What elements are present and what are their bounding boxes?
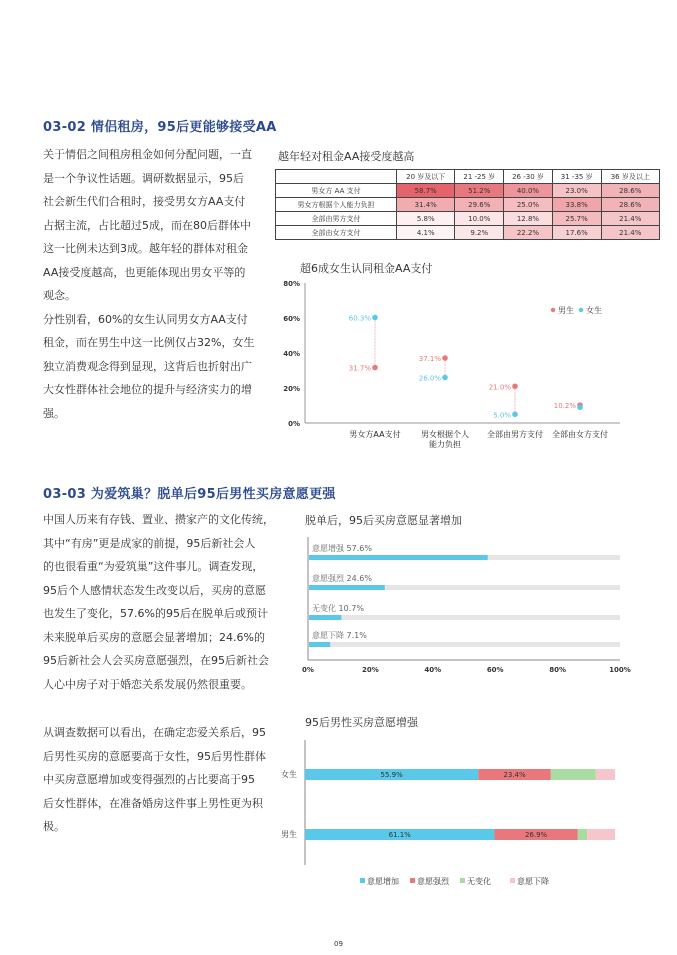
x-tick-label: 40% (424, 666, 442, 674)
aa-acceptance-table (275, 169, 660, 240)
legend-label: 意愿强烈 (417, 877, 449, 886)
chart-title-dot: 超6成女生认同租金AA支付 (300, 262, 433, 275)
text-line: 从调查数据可以看出，在确定恋爱关系后，95 (43, 726, 266, 739)
text-line: 观念。 (43, 289, 76, 302)
table-header-cell (276, 170, 397, 184)
dot-female (577, 404, 583, 410)
table-cell: 23.0% (552, 184, 601, 198)
table-cell: 4.1% (397, 226, 455, 240)
legend-swatch (510, 878, 515, 883)
legend-swatch-female (579, 308, 583, 312)
table-cell: 22.2% (504, 226, 553, 240)
text-line: 强。 (43, 406, 65, 420)
bar-fill (309, 642, 330, 647)
table-header-cell: 31 -35 岁 (552, 170, 601, 184)
stack-data-label: 26.9% (524, 831, 548, 839)
table-cell: 28.6% (601, 184, 659, 198)
table-cell: 29.6% (455, 198, 504, 212)
text-line: 这一比例未达到3成。越年轻的群体对租金 (43, 242, 248, 255)
stack-data-label: 23.4% (503, 771, 526, 779)
stack-segment (587, 829, 615, 840)
bar-category-label: 意愿下降 7.1% (312, 631, 367, 640)
table-cell: 25.0% (504, 198, 553, 212)
table-row (276, 184, 660, 198)
text-line: 未来脱单后买房的意愿会显著增加；24.6%的 (43, 630, 265, 644)
text-line: 的也很看重“为爱筑巢”这件事儿。调查发现， (43, 560, 264, 573)
dot-male (442, 355, 448, 361)
text-line: 其中“有房”更是成家的前提，95后新社会人 (43, 536, 256, 550)
table-row-label: 全部由男方支付 (276, 212, 397, 226)
table-row-label: 全部由女方支付 (276, 226, 397, 240)
text-line: 中国人历来有存钱、置业、攒家产的文化传统， (43, 513, 274, 526)
table-cell: 9.2% (455, 226, 504, 240)
data-label-male: 21.0% (488, 383, 511, 392)
table-cell: 31.4% (397, 198, 455, 212)
table-cell: 10.0% (455, 212, 504, 226)
bar-fill (309, 555, 488, 560)
intent-bar-chart (290, 535, 640, 675)
x-category-label: 男女根据个人 (421, 430, 469, 439)
stack-data-label: 61.1% (388, 831, 411, 839)
table-header-cell: 21 -25 岁 (455, 170, 504, 184)
stack-segment (578, 829, 587, 840)
legend-label: 意愿增加 (367, 877, 399, 886)
x-category-label: 能力负担 (429, 440, 461, 449)
y-tick-label: 80% (283, 280, 300, 288)
section-title-0302: 03-02 情侣租房，95后更能够接受AA (43, 120, 277, 135)
table-cell: 25.7% (552, 212, 601, 226)
y-tick-label: 20% (283, 385, 300, 393)
text-line: 分性别看，60%的女生认同男女方AA支付 (43, 312, 248, 326)
data-label-female: 60.3% (348, 314, 371, 323)
stack-category-label: 男生 (281, 830, 297, 839)
text-line: 后男性买房的意愿要高于女性，95后男性群体 (43, 749, 266, 763)
text-line: 租金，而在男生中这一比例仅占32%，女生 (43, 336, 255, 349)
x-tick-label: 60% (486, 666, 504, 674)
bar-track (309, 642, 620, 647)
legend-label: 无变化 (467, 877, 491, 886)
x-tick-label: 0% (302, 666, 314, 674)
table-header-cell: 20 岁及以下 (397, 170, 455, 184)
legend-label-male: 男生 (558, 306, 574, 315)
dot-chart (275, 275, 670, 460)
table-row (276, 212, 660, 226)
text-line: 95后个人感情状态发生改变以后，买房的意愿 (43, 583, 266, 597)
legend-label: 意愿下降 (517, 877, 549, 886)
table-cell: 28.6% (601, 198, 659, 212)
text-line: 占据主流，占比超过5成，而在80后群体中 (43, 218, 251, 232)
chart-title-bars: 脱单后，95后买房意愿显著增加 (305, 514, 462, 527)
dot-male (372, 365, 378, 371)
text-line: 后女性群体，在准备婚房这件事上男性更为积 (43, 796, 263, 810)
table-cell: 21.4% (601, 212, 659, 226)
stack-segment (551, 769, 596, 780)
table-cell: 40.0% (504, 184, 553, 198)
section-title-0303: 03-03 为爱筑巢？脱单后95后男性买房意愿更强 (43, 487, 336, 502)
chart-title-stacked: 95后男性买房意愿增强 (305, 716, 418, 729)
legend-swatch-male (551, 308, 555, 312)
table-cell: 5.8% (397, 212, 455, 226)
dot-male (512, 383, 518, 389)
legend-swatch (460, 878, 465, 883)
x-category-label: 全部由女方支付 (552, 430, 608, 439)
y-tick-label: 40% (283, 350, 300, 358)
table-row (276, 198, 660, 212)
bar-category-label: 无变化 10.7% (312, 604, 364, 613)
x-tick-label: 80% (549, 666, 566, 674)
y-tick-label: 0% (288, 420, 300, 428)
x-category-label: 全部由男方支付 (487, 430, 543, 439)
bar-track (309, 615, 620, 620)
data-label-male: 37.1% (418, 355, 441, 364)
legend-swatch (360, 878, 365, 883)
legend-label-female: 女生 (586, 306, 602, 315)
bar-fill (309, 615, 341, 620)
y-tick-label: 60% (283, 315, 300, 323)
x-tick-label: 100% (609, 666, 631, 674)
data-label-female: 26.0% (418, 374, 441, 383)
legend-swatch (410, 878, 415, 883)
table-cell: 12.8% (504, 212, 553, 226)
table-cell: 58.7% (397, 184, 455, 198)
section-0303-paragraph-2 (43, 721, 278, 839)
text-line: 中买房意愿增加或变得强烈的占比要高于95 (43, 773, 255, 786)
table-row (276, 226, 660, 240)
bar-fill (309, 585, 385, 590)
page-number: 09 (334, 940, 343, 948)
table-cell: 33.8% (552, 198, 601, 212)
table-row-label: 男女方 AA 支付 (276, 184, 397, 198)
table-header-cell: 26 -30 岁 (504, 170, 553, 184)
dot-female (442, 375, 448, 381)
table-header-row (276, 170, 660, 184)
bar-category-label: 意愿强烈 24.6% (312, 574, 372, 583)
stacked-bar-chart (270, 735, 650, 895)
dot-female (372, 315, 378, 321)
x-category-label: 男女方AA支付 (349, 430, 401, 439)
text-line: 大女性群体社会地位的提升与经济实力的增 (43, 383, 252, 396)
table-row-label: 男女方根据个人能力负担 (276, 198, 397, 212)
x-tick-label: 20% (362, 666, 379, 674)
text-line: 是一个争议性话题。调研数据显示，95后 (43, 171, 244, 185)
stack-segment (596, 769, 615, 780)
text-line: 关于情侣之间租房租金如何分配问题，一直 (43, 148, 252, 161)
text-line: 人心中房子对于婚恋关系发展仍然很重要。 (43, 677, 252, 691)
text-line: 95后新社会人会买房意愿强烈，在95后新社会 (43, 654, 269, 667)
data-label-female: 5.0% (493, 411, 511, 420)
data-label-male: 10.2% (553, 402, 576, 411)
table-header-cell: 36 岁及以上 (601, 170, 659, 184)
stack-data-label: 55.9% (380, 771, 403, 779)
section-0302-paragraph (43, 143, 268, 425)
table-title: 越年轻对租金AA接受度越高 (278, 150, 415, 163)
bar-category-label: 意愿增强 57.6% (312, 544, 372, 553)
text-line: 独立消费观念得到显现，这背后也折射出广 (43, 359, 252, 373)
stack-category-label: 女生 (281, 770, 297, 779)
table-cell: 21.4% (601, 226, 659, 240)
text-line: 社会新生代们合租时，接受男女方AA支付 (43, 195, 246, 208)
table-cell: 51.2% (455, 184, 504, 198)
section-0303-paragraph-1 (43, 508, 278, 696)
text-line: 也发生了变化，57.6%的95后在脱单后或预计 (43, 607, 268, 620)
data-label-male: 31.7% (348, 364, 371, 373)
text-line: 极。 (43, 820, 65, 833)
table-cell: 17.6% (552, 226, 601, 240)
text-line: AA接受度越高，也更能体现出男女平等的 (43, 265, 246, 279)
dot-female (512, 411, 518, 417)
